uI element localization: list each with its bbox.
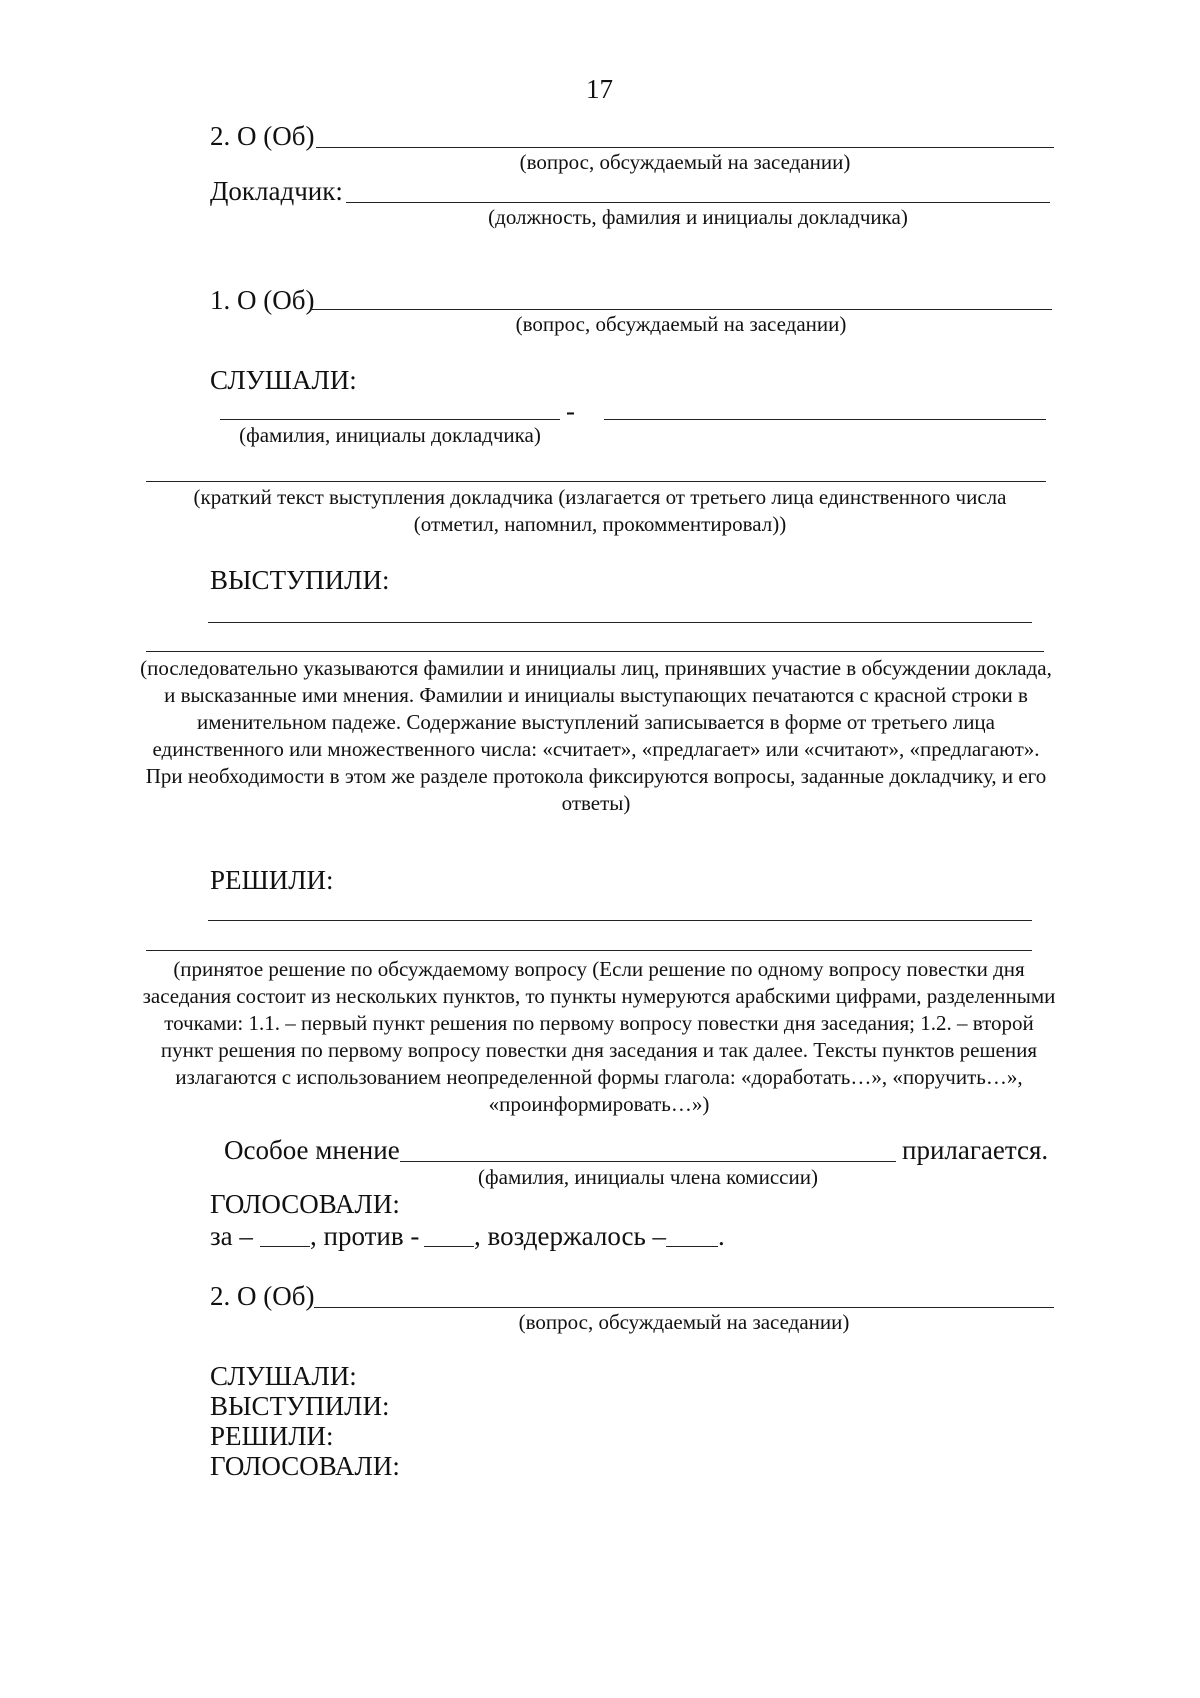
item2-top-caption: (вопрос, обсуждаемый на заседании): [519, 150, 851, 174]
vote-for-label: за –: [210, 1221, 253, 1251]
vote-for-field[interactable]: [260, 1246, 310, 1247]
vote-abstained-label: , воздержалось –: [474, 1221, 667, 1251]
vote-against-label: , против -: [310, 1221, 420, 1251]
spoke-caption: (последовательно указываются фамилии и инициалы лиц, принявших участие в обсуждении доклада, и высказанные ими мнения. Фамилии и инициалы выступающих печатаются с красной строки в именительном падеже. Содержание выступлений записывается в форме от третьего лица единственного или множественного числа: «считает», «предлагает» или «считают», «предлагают». При необходимости в этом же разделе протокола фиксируются вопросы, заданные докладчику, и его ответы): [140, 656, 1052, 815]
heard-dash: -: [566, 396, 575, 426]
summary-voting: ГОЛОСОВАЛИ:: [210, 1451, 400, 1481]
dissent-caption: (фамилия, инициалы члена комиссии): [478, 1165, 818, 1189]
page-number: 17: [586, 74, 613, 104]
spoke-heading: ВЫСТУПИЛИ:: [210, 565, 390, 595]
reporter-caption: (должность, фамилия и инициалы докладчика): [488, 205, 908, 229]
reporter-line[interactable]: [346, 202, 1050, 203]
dissent-member-line[interactable]: [400, 1161, 896, 1162]
decided-line-2[interactable]: [146, 950, 1032, 951]
summary-heard: СЛУШАЛИ:: [210, 1361, 357, 1391]
summary-spoke: ВЫСТУПИЛИ:: [210, 1391, 390, 1421]
item2-bottom-question-line[interactable]: [314, 1307, 1054, 1308]
decided-line-1[interactable]: [208, 920, 1032, 921]
item2-top-label: 2. О (Об): [210, 121, 315, 151]
speech-text-line[interactable]: [146, 481, 1046, 482]
item2-bottom-caption: (вопрос, обсуждаемый на заседании): [518, 1310, 850, 1334]
dissent-suffix: прилагается.: [902, 1135, 1049, 1165]
reporter-label: Докладчик:: [210, 176, 343, 206]
heard-heading: СЛУШАЛИ:: [210, 365, 357, 395]
speech-caption: (краткий текст выступления докладчика (излагается от третьего лица единственного числа (отметил, напомнил, прокомментировал)): [193, 485, 1007, 536]
decided-caption: (принятое решение по обсуждаемому вопросу (Если решение по одному вопросу повестки дня заседания состоит из нескольких пунктов, то пункты нумеруются арабскими цифрами, разделенными точками: 1.1. – первый пункт решения по первому вопросу повестки дня заседания; 1.2. – второй пункт решения по первому вопросу повестки дня заседания и так далее. Тексты пунктов решения излагаются с использованием неопределенной формы глагола: «доработать…», «поручить…», «проинформировать…»): [142, 957, 1056, 1116]
dissent-label: Особое мнение: [224, 1135, 400, 1165]
spoke-line-1[interactable]: [208, 622, 1032, 623]
item2-bottom-label: 2. О (Об): [210, 1281, 315, 1311]
item2-top-question-line[interactable]: [316, 147, 1054, 148]
vote-against-field[interactable]: [424, 1246, 474, 1247]
decided-heading: РЕШИЛИ:: [210, 865, 334, 895]
voting-heading: ГОЛОСОВАЛИ:: [210, 1189, 400, 1219]
reporter-name-line[interactable]: [220, 419, 560, 420]
vote-end: .: [718, 1221, 725, 1251]
item1-caption: (вопрос, обсуждаемый на заседании): [515, 312, 847, 336]
spoke-line-2[interactable]: [146, 651, 1044, 652]
vote-abstained-field[interactable]: [666, 1246, 718, 1247]
item1-question-line[interactable]: [310, 309, 1052, 310]
reporter-name-caption: (фамилия, инициалы докладчика): [239, 423, 541, 447]
item1-label: 1. О (Об): [210, 285, 315, 315]
summary-decided: РЕШИЛИ:: [210, 1421, 334, 1451]
reporter-position-line[interactable]: [604, 419, 1046, 420]
